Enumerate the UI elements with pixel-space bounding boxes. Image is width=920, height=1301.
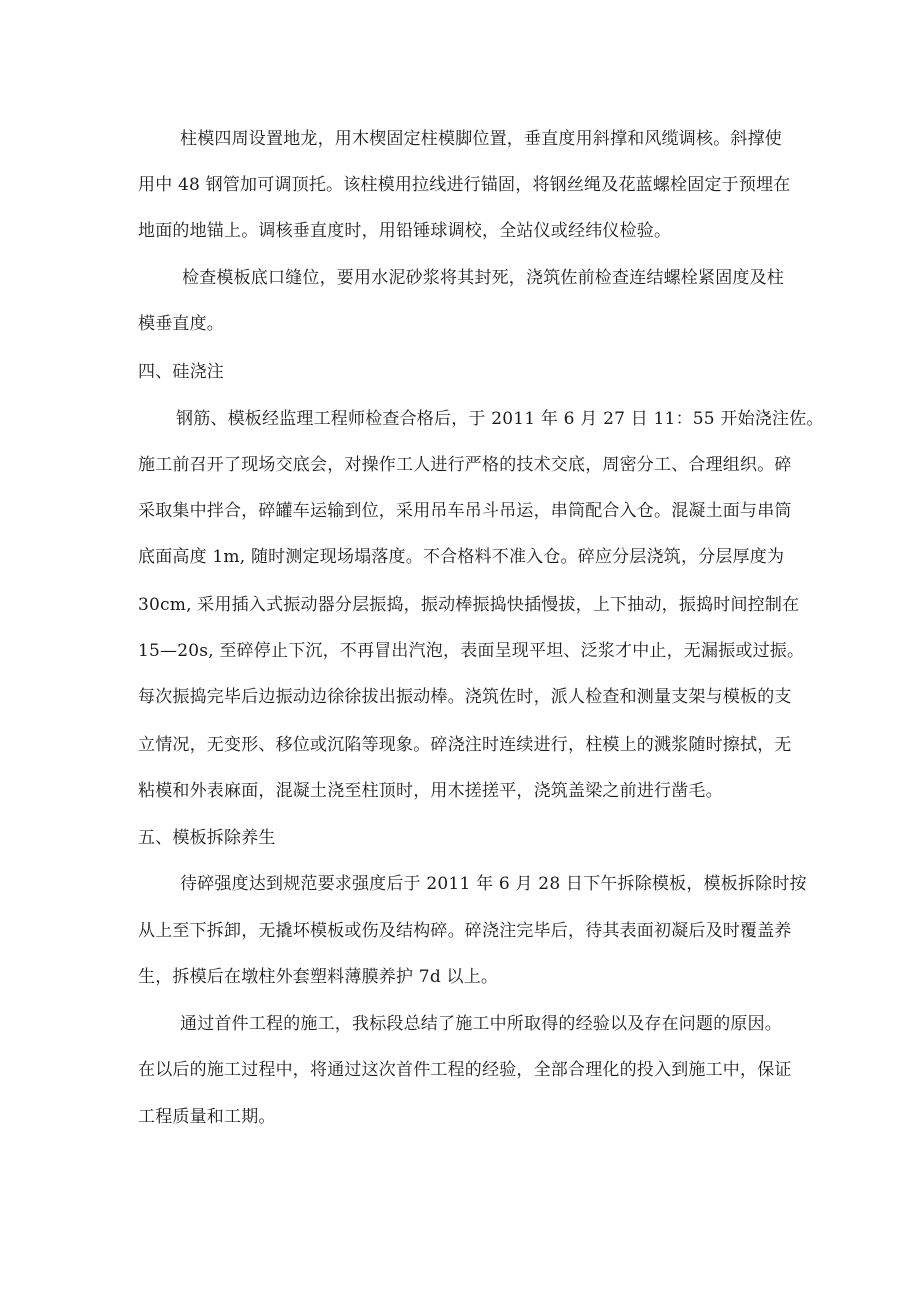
text-line: 施工前召开了现场交底会，对操作工人进行严格的技术交底，周密分工、合理组织。碎 <box>138 455 792 475</box>
text-line: 从上至下拆卸，无撬坏模板或伤及结构碎。碎浇注完毕后，待其表面初凝后及时覆盖养 <box>138 921 792 941</box>
text-line: 模垂直度。 <box>138 314 224 334</box>
text-line: 通过首件工程的施工，我标段总结了施工中所取得的经验以及存在问题的原因。 <box>180 1014 782 1034</box>
text-line: 检查模板底口缝位，要用水泥砂浆将其封死，浇筑佐前检查连结螺栓紧固度及柱 <box>182 268 784 288</box>
text-line: 柱模四周设置地龙，用木楔固定柱模脚位置，垂直度用斜撑和风缆调核。斜撑使 <box>180 129 782 149</box>
section-heading-concrete-pouring: 四、硅浇注 <box>138 362 224 382</box>
text-line: 粘模和外表麻面，混凝土浇至柱顶时，用木搓搓平，浇筑盖梁之前进行凿毛。 <box>138 781 723 801</box>
text-line: 地面的地锚上。调核垂直度时，用铅锤球调校，全站仪或经纬仪检验。 <box>138 221 672 241</box>
text-line: 钢筋、模板经监理工程师检查合格后，于 2011 年 6 月 27 日 11：55 开始浇注佐。 <box>176 409 824 429</box>
text-line: 生，拆模后在墩柱外套塑料薄膜养护 7d 以上。 <box>138 967 499 987</box>
text-line: 采取集中拌合，碎罐车运输到位，采用吊车吊斗吊运，串筒配合入仓。混凝土面与串筒 <box>138 501 792 521</box>
text-line: 30cm, 采用插入式振动器分层振捣，振动棒振捣快插慢拔，上下抽动，振捣时间控制在 <box>138 595 800 615</box>
text-line: 每次振捣完毕后边振动边徐徐拔出振动棒。浇筑佐时，派人检查和测量支架与模板的支 <box>138 687 792 707</box>
text-line: 在以后的施工过程中，将通过这次首件工程的经验，全部合理化的投入到施工中，保证 <box>138 1060 792 1080</box>
text-line: 底面高度 1m, 随时测定现场塌落度。不合格料不准入仓。碎应分层浇筑，分层厚度为 <box>138 547 785 567</box>
text-line: 用中 48 钢管加可调顶托。该柱模用拉线进行锚固，将钢丝绳及花蓝螺栓固定于预埋在 <box>138 175 791 195</box>
text-line: 15—20s, 至碎停止下沉，不再冒出汽泡，表面呈现平坦、泛浆才中止，无漏振或过振。 <box>138 641 805 661</box>
text-line: 立情况，无变形、移位或沉陷等现象。碎浇注时连续进行，柱模上的溅浆随时擦拭，无 <box>138 735 792 755</box>
text-line: 工程质量和工期。 <box>138 1107 276 1127</box>
text-line: 待碎强度达到规范要求强度后于 2011 年 6 月 28 日下午拆除模板，模板拆除时按 <box>180 874 807 894</box>
section-heading-formwork-removal: 五、模板拆除养生 <box>138 828 276 848</box>
